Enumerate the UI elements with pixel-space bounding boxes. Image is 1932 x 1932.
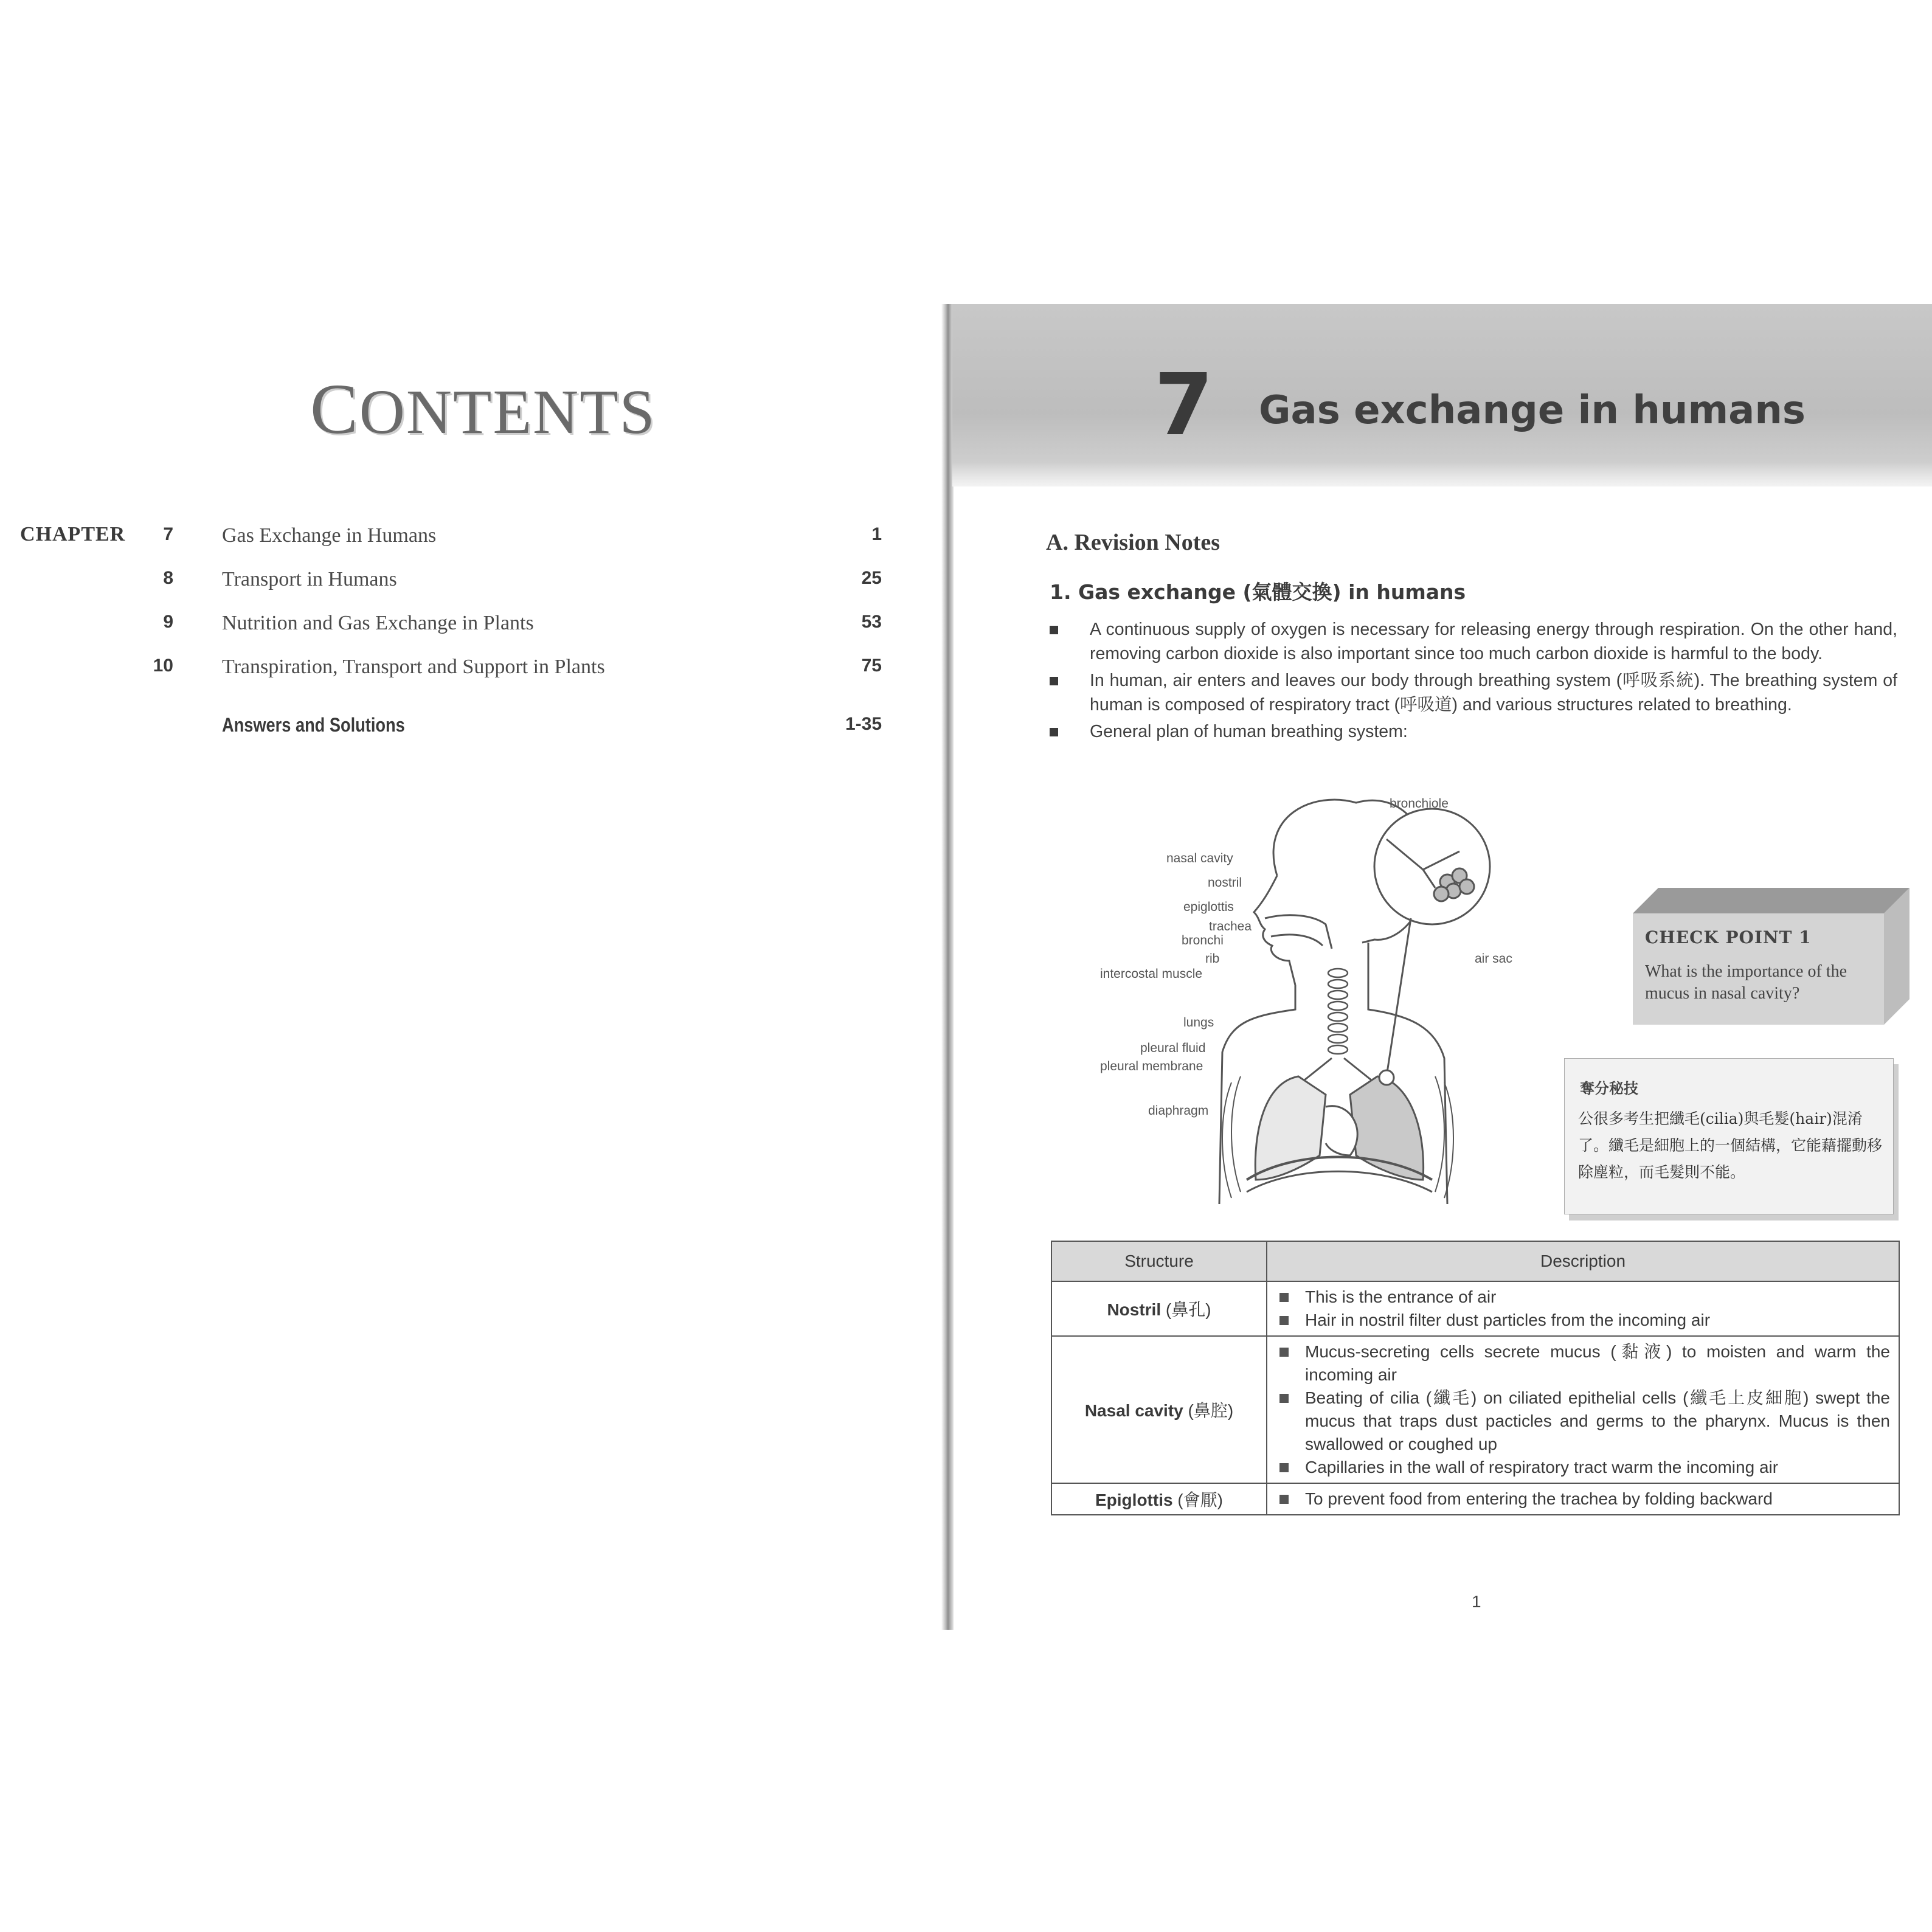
structure-table [1051,1241,1900,1515]
label-nostril: nostril [1208,876,1242,890]
label-pleural-fluid: pleural fluid [1140,1041,1206,1055]
breathing-system-diagram [1095,791,1545,1216]
toc-entry[interactable] [0,524,882,561]
label-diaphragm: diaphragm [1148,1104,1209,1118]
description-cell [1267,1336,1899,1483]
label-rib: rib [1205,952,1220,966]
structure-name: Nasal cavity [1084,1401,1183,1420]
description-item: Beating of cilia (纖毛) on ciliated epithelial cells (纖毛上皮細胞) swept the mucus that traps dust pacticles and germs to the pharynx. Mucus is then swallowed or coughed up [1279,1387,1890,1456]
table-header-row [1051,1241,1899,1281]
description-item: Capillaries in the wall of respiratory tract warm the incoming air [1279,1456,1890,1479]
bullet-item: General plan of human breathing system: [1046,719,1897,744]
label-air-sac: air sac [1475,952,1512,966]
toc-chapter-number: 8 [163,568,173,588]
toc-page-number: 75 [861,656,882,676]
column-header-description: Description [1267,1241,1899,1281]
toc-chapter-label: CHAPTER [20,523,126,545]
chapter-number: 7 [1154,356,1214,455]
structure-name-zh: (鼻孔) [1165,1300,1211,1319]
table-row [1051,1281,1899,1336]
check-point-question: What is the importance of the mucus in nasal cavity? [1645,962,1847,1003]
check-point-title: CHECK POINT 1 [1645,927,1812,947]
structure-cell [1051,1336,1267,1483]
label-intercostal-muscle: intercostal muscle [1100,967,1203,981]
tip-text: 公很多考生把纖毛(cilia)與毛髮(hair)混淆了。纖毛是細胞上的一個結構，它能藉擺動移除塵粒，而毛髮則不能。 [1578,1110,1883,1181]
subsection-heading: 1. Gas exchange (氣體交換) in humans [1050,580,1466,604]
description-cell [1267,1281,1899,1336]
toc-page-number: 1 [871,524,882,544]
toc-answers-entry[interactable] [0,714,882,750]
label-epiglottis: epiglottis [1183,900,1234,914]
structure-name: Epiglottis [1095,1491,1173,1509]
toc-chapter-title: Gas Exchange in Humans [222,524,437,547]
label-lungs: lungs [1183,1016,1214,1030]
toc-chapter-title: Nutrition and Gas Exchange in Plants [222,612,534,634]
page-number: 1 [1472,1592,1481,1611]
toc-chapter-number: 10 [153,656,173,676]
contents-heading: CONTENTS [310,369,656,449]
structure-name-zh: (會厭) [1177,1491,1223,1509]
description-item: Hair in nostril filter dust particles from the incoming air [1279,1309,1890,1332]
label-pleural-membrane: pleural membrane [1100,1059,1203,1073]
revision-bullets [1046,617,1897,746]
label-nasal-cavity: nasal cavity [1166,851,1233,865]
structure-cell [1051,1281,1267,1336]
table-row [1051,1336,1899,1483]
label-trachea: trachea [1209,919,1252,933]
column-header-structure: Structure [1051,1241,1267,1281]
toc-entry[interactable] [0,656,882,692]
tip-title: 奪分秘技 [1580,1079,1638,1097]
toc-chapter-title: Transport in Humans [222,568,397,590]
description-item: To prevent food from entering the trachea by folding backward [1279,1487,1890,1511]
structure-name: Nostril [1107,1300,1162,1319]
description-cell [1267,1483,1899,1515]
structure-cell [1051,1483,1267,1515]
toc-answers-page: 1-35 [845,714,882,734]
toc-chapter-title: Transpiration, Transport and Support in Plants [222,656,605,678]
toc-page-number: 53 [861,612,882,632]
book-spine-shadow [941,304,954,1630]
label-bronchi: bronchi [1182,933,1224,947]
label-bronchiole: bronchiole [1390,797,1449,811]
toc-entry[interactable] [0,612,882,648]
table-row [1051,1483,1899,1515]
toc-entry[interactable] [0,568,882,604]
bullet-item: A continuous supply of oxygen is necessary for releasing energy through respiration. On the other hand, removing carbon dioxide is also important since too much carbon dioxide is harmful to the body. [1046,617,1897,666]
description-item: Mucus-secreting cells secrete mucus (黏液) to moisten and warm the incoming air [1279,1340,1890,1387]
toc-answers-title: Answers and Solutions [222,714,405,736]
toc-chapter-number: 9 [163,612,173,632]
breathing-system-illustration [1095,791,1545,1216]
toc-chapter-number: 7 [163,524,173,544]
structure-name-zh: (鼻腔) [1188,1401,1234,1420]
toc-page-number: 25 [861,568,882,588]
bullet-item: In human, air enters and leaves our body through breathing system (呼吸系統). The breathing system of human is composed of respiratory tract (呼吸道) and various structures related to breathing. [1046,668,1897,717]
chapter-title: Gas exchange in humans [1259,388,1806,433]
section-heading: A. Revision Notes [1046,530,1220,555]
description-item: This is the entrance of air [1279,1286,1890,1309]
